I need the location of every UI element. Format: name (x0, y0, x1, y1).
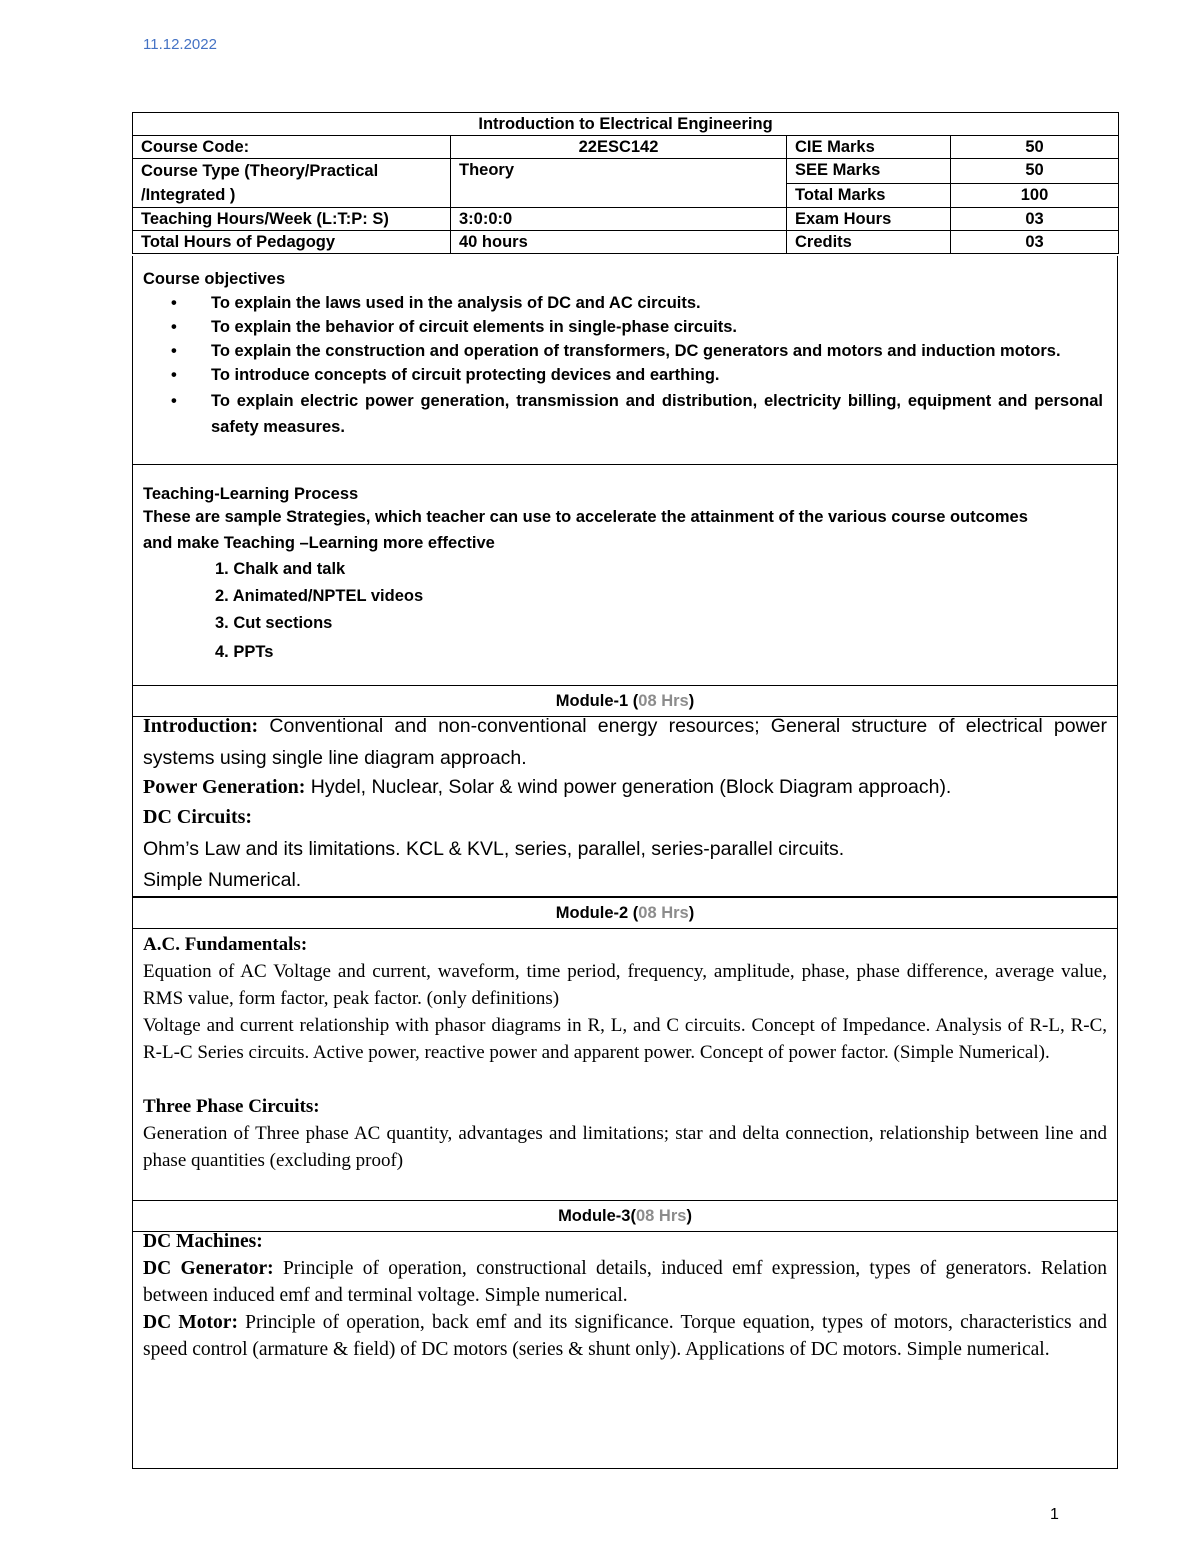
see-marks-value: 50 (951, 159, 1119, 184)
teaching-heading: Teaching-Learning Process (143, 485, 359, 503)
pedagogy-hours-label: Total Hours of Pedagogy (133, 231, 451, 254)
cie-marks-label: CIE Marks (787, 136, 951, 159)
header-date: 11.12.2022 (143, 36, 217, 53)
module-1-content (132, 716, 1118, 897)
list-item: • To explain the laws used in the analysis of DC and AC circuits. (133, 292, 1103, 315)
teaching-learning-section (132, 465, 1118, 686)
list-item: 2. Animated/NPTEL videos (215, 587, 424, 605)
teaching-hours-value: 3:0:0:0 (451, 208, 787, 231)
page-number: 1 (1050, 1506, 1059, 1523)
module-subheading: Three Phase Circuits: (143, 1096, 320, 1117)
list-item: 1. Chalk and talk (215, 560, 346, 578)
module-paragraph: DC Generator: Principle of operation, constructional details, induced emf expression, types of generators. Relation between induced emf and terminal voltage. Simple numerical. (143, 1258, 1107, 1306)
bullet-icon: • (171, 366, 177, 384)
course-objectives-section (132, 256, 1118, 465)
list-item: 3. Cut sections (215, 614, 333, 632)
total-marks-value: 100 (951, 183, 1119, 208)
module-hours: 08 Hrs (638, 904, 689, 922)
course-type-value: Theory (451, 159, 787, 208)
module-subheading: DC Circuits: (143, 806, 253, 828)
list-item: • To explain the construction and operation of transformers, DC generators and motors and induction motors. (133, 340, 1103, 363)
module-subheading: A.C. Fundamentals: (143, 934, 308, 955)
list-item: 4. PPTs (215, 643, 274, 661)
see-marks-label: SEE Marks (787, 159, 951, 184)
module-paragraph: DC Motor: Principle of operation, back emf and its significance. Torque equation, types of motors, characteristics and speed control (armature & field) of DC motors (series & shunt only). Applications of DC motors. Simple numerical. (143, 1312, 1107, 1360)
teaching-hours-label: Teaching Hours/Week (L:T:P: S) (133, 208, 451, 231)
module-paragraph: Power Generation: Hydel, Nuclear, Solar & wind power generation (Block Diagram approach). (143, 776, 952, 798)
module-paragraph: Equation of AC Voltage and current, waveform, time period, frequency, amplitude, phase, phase difference, average value, RMS value, form factor, peak factor. (only definitions) (143, 961, 1107, 1009)
bullet-icon: • (171, 318, 177, 336)
course-type-label: Course Type (Theory/Practical /Integrated ) (133, 159, 451, 208)
objectives-heading: Course objectives (143, 270, 286, 288)
teaching-description: These are sample Strategies, which teacher can use to accelerate the attainment of the various course outcomes (143, 508, 1028, 526)
module-paragraph: Generation of Three phase AC quantity, advantages and limitations; star and delta connection, relationship between line and phase quantities (excluding proof) (143, 1123, 1107, 1171)
module-hours: 08 Hrs (638, 692, 689, 710)
bullet-icon: • (171, 342, 177, 360)
bullet-icon: • (171, 392, 177, 410)
exam-hours-label: Exam Hours (787, 208, 951, 231)
teaching-description: and make Teaching –Learning more effective (143, 534, 495, 552)
total-marks-label: Total Marks (787, 183, 951, 208)
exam-hours-value: 03 (951, 208, 1119, 231)
module-hours: 08 Hrs (635, 1207, 687, 1225)
module-1-heading: Module-1 (08 Hrs) (132, 685, 1118, 717)
cie-marks-value: 50 (951, 136, 1119, 159)
module-paragraph: Voltage and current relationship with phasor diagrams in R, L, and C circuits. Concept of Impedance. Analysis of R-L, R-C, R-L-C Series circuits. Active power, reactive power and apparent power. Concept of power factor. (Simple Numerical). (143, 1015, 1107, 1063)
list-item: • To explain the behavior of circuit elements in single-phase circuits. (133, 316, 1103, 339)
pedagogy-hours-value: 40 hours (451, 231, 787, 254)
module-paragraph: Ohm’s Law and its limitations. KCL & KVL, series, parallel, series-parallel circuits. (143, 838, 845, 860)
module-paragraph: Simple Numerical. (143, 869, 302, 891)
list-item: • To introduce concepts of circuit protecting devices and earthing. (133, 364, 1103, 387)
list-item: • To explain electric power generation, transmission and distribution, electricity billing, equipment and personal safety measures. (133, 388, 1103, 440)
module-3-content (132, 1230, 1118, 1469)
bullet-icon: • (171, 294, 177, 312)
module-3-heading: Module-3(08 Hrs) (132, 1200, 1118, 1232)
credits-value: 03 (951, 231, 1119, 254)
credits-label: Credits (787, 231, 951, 254)
course-title: Introduction to Electrical Engineering (133, 113, 1119, 136)
module-subheading: DC Machines: (143, 1231, 263, 1252)
module-2-heading: Module-2 (08 Hrs) (132, 897, 1118, 929)
course-code-label: Course Code: (133, 136, 451, 159)
course-code-value: 22ESC142 (451, 136, 787, 159)
module-2-content (132, 929, 1118, 1201)
course-info-table (132, 112, 1119, 254)
module-paragraph: Introduction: Conventional and non-conventional energy resources; General structure of electrical power systems using single line diagram approach. (143, 715, 1107, 769)
objectives-list (133, 292, 1103, 441)
